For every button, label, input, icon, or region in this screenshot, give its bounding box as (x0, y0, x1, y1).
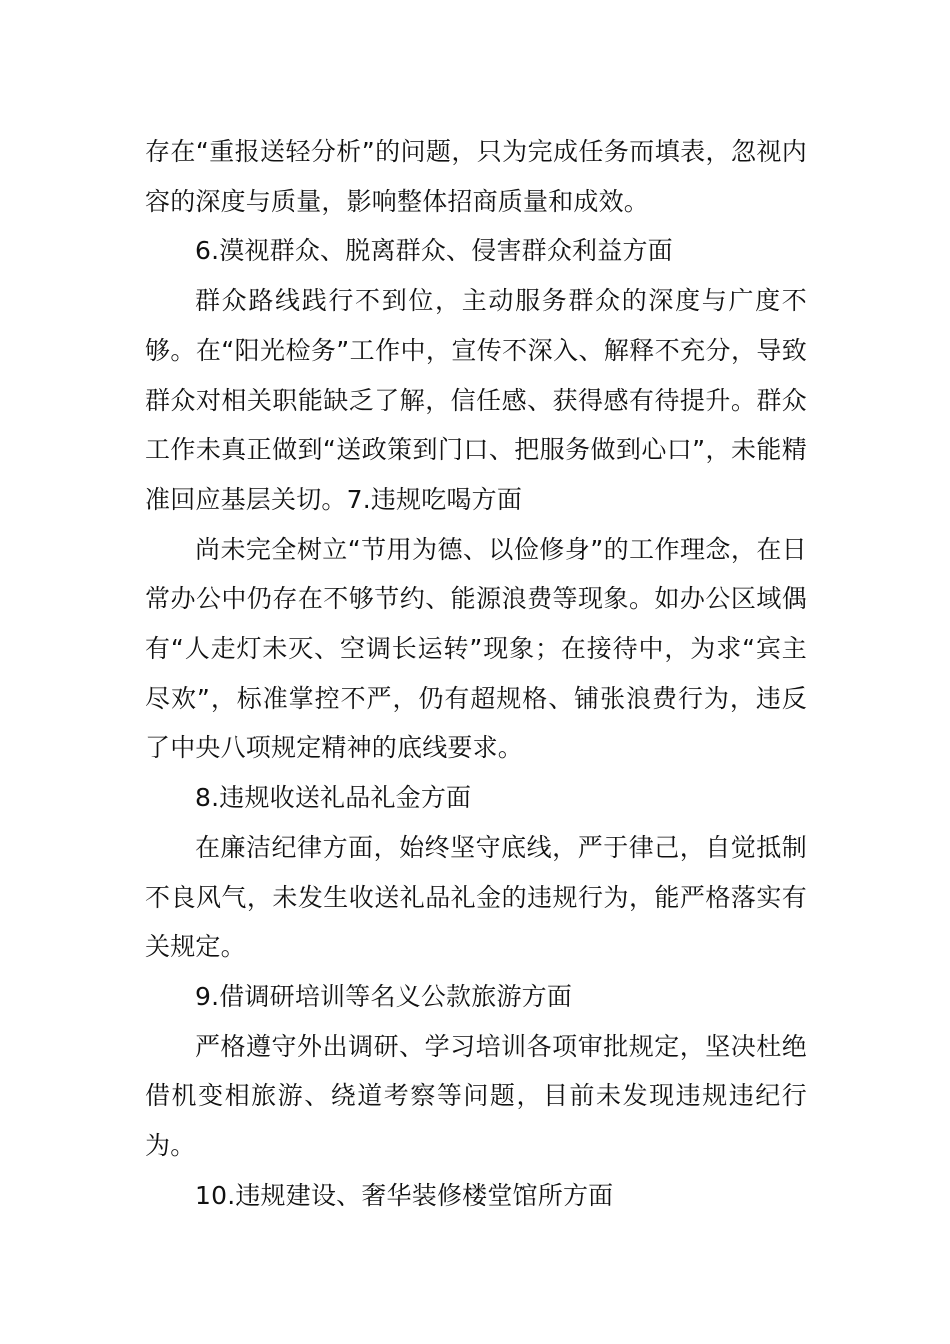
section-heading-9: 9.借调研培训等名义公款旅游方面 (195, 981, 573, 1011)
paragraph-continuation: 存在“重报送轻分析”的问题，只为完成任务而填表，忽视内容的深度与质量，影响整体招商质量和成效。 (145, 137, 807, 216)
paragraph-research-travel: 严格遵守外出调研、学习培训各项审批规定，坚决杜绝借机变相旅游、绕道考察等问题，目前未发现违规违纪行为。 (145, 1031, 807, 1161)
paragraph-frugality: 尚未完全树立“节用为德、以俭修身”的工作理念，在日常办公中仍存在不够节约、能源浪费等现象。如办公区域偶有“人走灯未灭、空调长运转”现象；在接待中，为求“宾主尽欢”，标准掌控不严，仍有超规格、铺张浪费行为，违反了中央八项规定精神的底线要求。 (145, 534, 807, 763)
document-body (145, 127, 807, 1220)
paragraph-masses: 群众路线践行不到位，主动服务群众的深度与广度不够。在“阳光检务”工作中，宣传不深入、解释不充分，导致群众对相关职能缺乏了解，信任感、获得感有待提升。群众工作未真正做到“送政策到门口、把服务做到心口”，未能精准回应基层关切。7.违规吃喝方面 (145, 286, 807, 514)
section-heading-6: 6.漠视群众、脱离群众、侵害群众利益方面 (195, 236, 673, 266)
section-heading-8: 8.违规收送礼品礼金方面 (195, 783, 472, 813)
section-heading-10: 10.违规建设、奢华装修楼堂馆所方面 (195, 1180, 614, 1210)
paragraph-integrity: 在廉洁纪律方面，始终坚守底线，严于律己，自觉抵制不良风气，未发生收送礼品礼金的违规行为，能严格落实有关规定。 (145, 832, 807, 962)
